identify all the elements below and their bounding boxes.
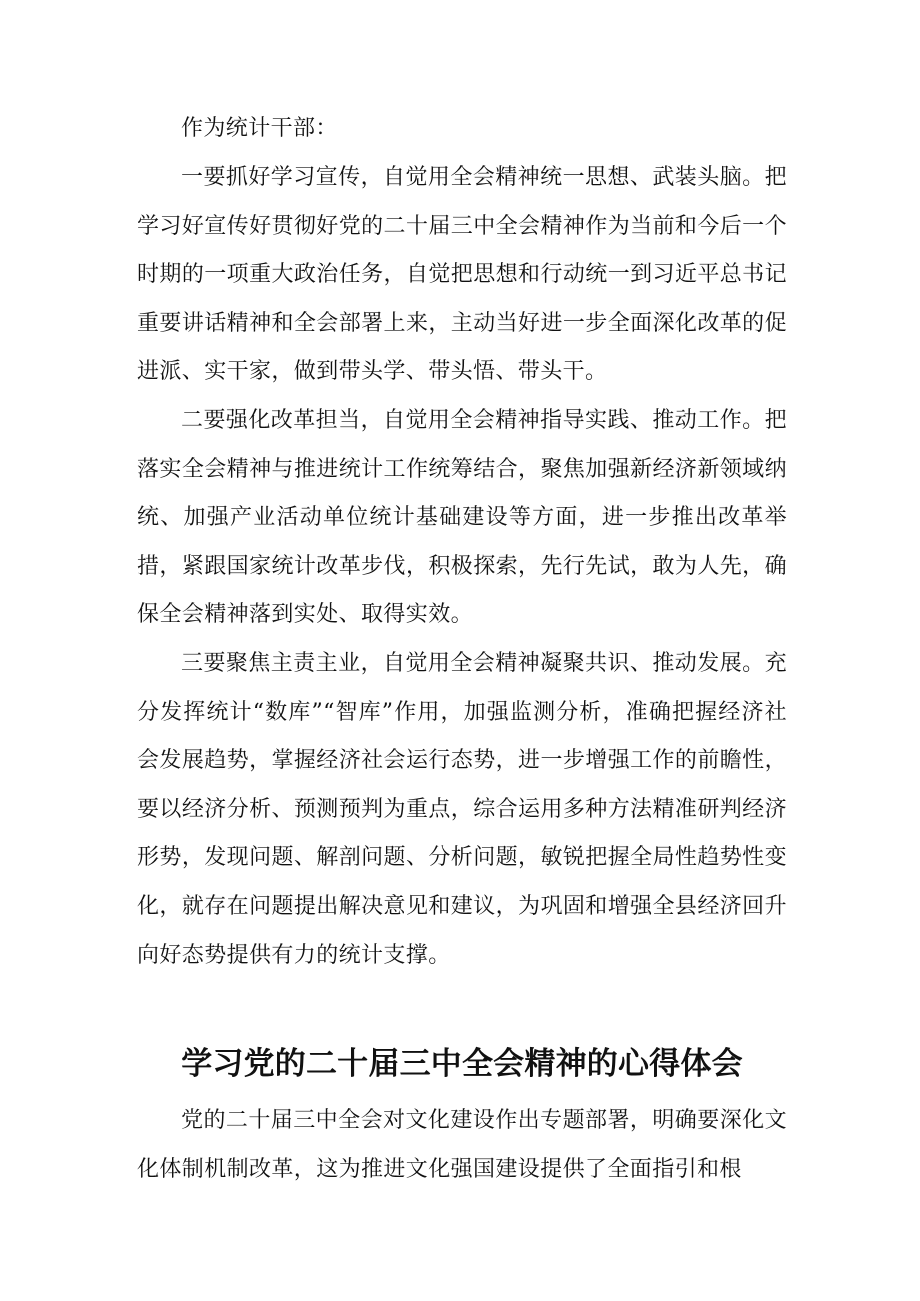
intro-line: 作为统计干部：: [181, 116, 338, 141]
paragraph-second-requirement: 二要强化改革担当，自觉用全会精神指导实践、推动工作。把落实全会精神与推进统计工作统筹结合，聚焦加强新经济新领域纳统、加强产业活动单位统计基础建设等方面，进一步推出改革举措，紧跟国家统计改革步伐，积极探索，先行先试，敢为人先，确保全会精神落到实处、取得实效。: [137, 408, 787, 628]
section-title: 学习党的二十届三中全会精神的心得体会: [181, 1046, 743, 1082]
paragraph-third-requirement: 三要聚焦主责主业，自觉用全会精神凝聚共识、推动发展。充分发挥统计“数库”“智库”作用，加强监测分析，准确把握经济社会发展趋势，掌握经济社会运行态势，进一步增强工作的前瞻性，要以经济分析、预测预判为重点，综合运用多种方法精准研判经济形势，发现问题、解剖问题、分析问题，敏锐把握全局性趋势性变化，就存在问题提出解决意见和建议，为巩固和增强全县经济回升向好态势提供有力的统计支撑。: [137, 651, 787, 968]
paragraph-first-requirement: 一要抓好学习宣传，自觉用全会精神统一思想、武装头脑。把学习好宣传好贯彻好党的二十届三中全会精神作为当前和今后一个时期的一项重大政治任务，自觉把思想和行动统一到习近平总书记重要讲话精神和全会部署上来，主动当好进一步全面深化改革的促进派、实干家，做到带头学、带头悟、带头干。: [137, 165, 787, 385]
paragraph-culture-intro: 党的二十届三中全会对文化建设作出专题部署，明确要深化文化体制机制改革，这为推进文化强国建设提供了全面指引和根: [137, 1108, 787, 1182]
